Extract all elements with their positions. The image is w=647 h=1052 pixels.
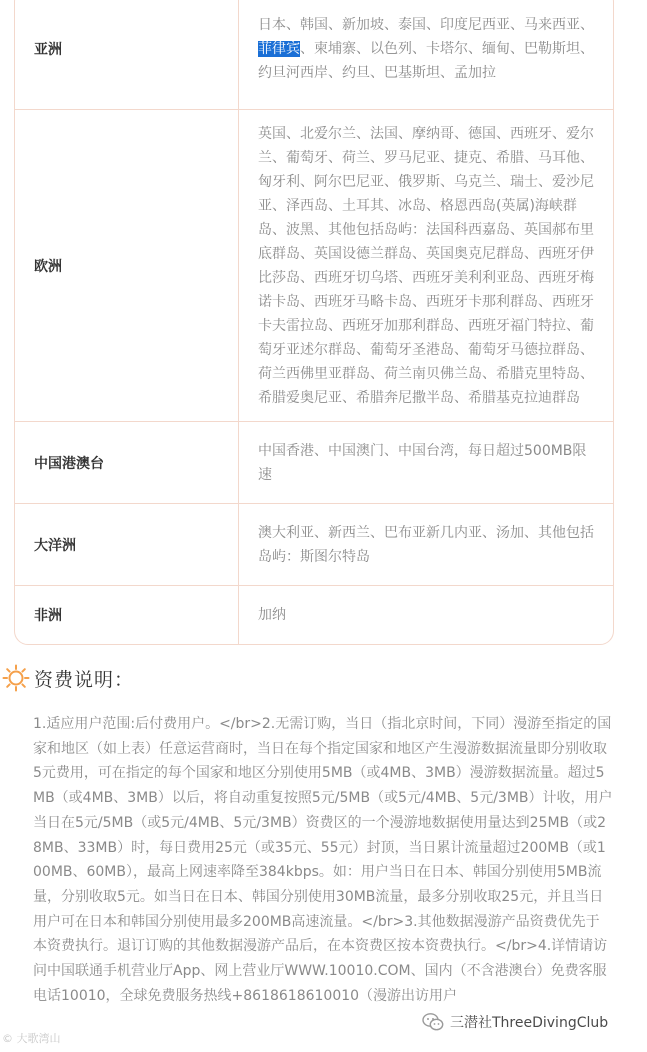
sun-icon: [2, 664, 30, 692]
countries-cell: [239, 586, 613, 644]
table-row-africa: [15, 585, 613, 644]
countries-cell: [239, 422, 613, 503]
roaming-region-table: [14, 0, 614, 645]
wechat-icon: [422, 1012, 444, 1032]
countries-text: 加纳: [258, 607, 286, 623]
watermark-left: © 大歌湾山: [2, 1032, 61, 1045]
region-cell: 亚洲: [15, 0, 239, 109]
table-row-oceania: [15, 503, 613, 585]
countries-part: 、柬埔寨、以色列、卡塔尔、缅甸、巴勒斯坦、约旦河西岸、约旦、巴基斯坦、孟加拉: [258, 41, 594, 81]
table-row-hk-mo-tw: [15, 421, 613, 503]
region-cell: 非洲: [15, 586, 239, 644]
wechat-watermark: [418, 1010, 612, 1034]
countries-text: 澳大利亚、新西兰、巴布亚新几内亚、汤加、其他包括岛屿：斯图尔特岛: [258, 524, 594, 565]
region-cell: 中国港澳台: [15, 422, 239, 503]
section-title: 资费说明：: [34, 668, 135, 691]
table-row-asia: [15, 0, 613, 109]
fee-description: 1.适应用户范围:后付费用户。</br>2.无需订购，当日（指北京时间，下同）漫游至指定的国家和地区（如上表）任意运营商时，当日在每个指定国家和地区产生漫游数据流量即分别收取5元费用，可在指定的每个国家和地区分别使用5MB（或4MB、3MB）漫游数据流量。超过5MB（或4MB、3MB）以后，将自动重复按照5元/5MB（或5元/4MB、5元/3MB）计收，用户当日在5元/5MB（或5元/4MB、5元/3MB）资费区的一个漫游地数据使用量达到25MB（或28MB、33MB）时，每日费用25元（或35元、55元）封顶，当日累计流量超过200MB（或100MB、60MB），最高上网速率降至384kbps。如：用户当日在日本、韩国分别使用5MB流量，分别收取5元。如当日在日本、韩国分别使用30MB流量，最多分别收取25元，并且当日用户可在日本和韩国分别使用最多200MB高速流量。</br>3.其他数据漫游产品资费优先于本资费执行。退订订购的其他数据漫游产品后，在本资费区按本资费执行。</br>4.详情请访问中国联通手机营业厅App、网上营业厅WWW.10010.COM、国内（不含港澳台）免费客服电话10010，全球免费服务热线+8618618610010（漫游出访用户: [33, 716, 613, 1004]
fee-section-header: [0, 662, 134, 694]
region-cell: 大洋洲: [15, 504, 239, 585]
region-cell: 欧洲: [15, 110, 239, 421]
countries-cell: [239, 110, 613, 421]
watermark-right-text: 三潜社ThreeDivingClub: [450, 1015, 609, 1031]
countries-text: 英国、北爱尔兰、法国、摩纳哥、德国、西班牙、爱尔兰、葡萄牙、荷兰、罗马尼亚、捷克、希腊、马耳他、匈牙利、阿尔巴尼亚、俄罗斯、乌克兰、瑞士、爱沙尼亚、泽西岛、土耳其、冰岛、格恩西岛(英属)海峡群岛、波黑、其他包括岛屿：法国科西嘉岛、英国郝布里底群岛、英国设德兰群岛、英国奥克尼群岛、西班牙伊比莎岛、西班牙切乌塔、西班牙美利利亚岛、西班牙梅诺卡岛、西班牙马略卡岛、西班牙卡那利群岛、西班牙卡夫雷拉岛、西班牙加那利群岛、西班牙福门特拉、葡萄牙亚述尔群岛、葡萄牙圣港岛、葡萄牙马德拉群岛、荷兰西佛里亚群岛、荷兰南贝佛兰岛、希腊克里特岛、希腊爱奥尼亚、希腊奔尼撒半岛、希腊基克拉迪群岛: [258, 125, 594, 406]
selected-text-highlight[interactable]: 菲律宾: [258, 41, 300, 57]
countries-cell: [239, 0, 613, 109]
countries-text: 中国香港、中国澳门、中国台湾，每日超过500MB限速: [258, 442, 587, 483]
table-row-europe: [15, 109, 613, 421]
countries-cell: [239, 504, 613, 585]
countries-text: [258, 13, 595, 85]
countries-part: 日本、韩国、新加坡、泰国、印度尼西亚、马来西亚、: [258, 17, 594, 33]
